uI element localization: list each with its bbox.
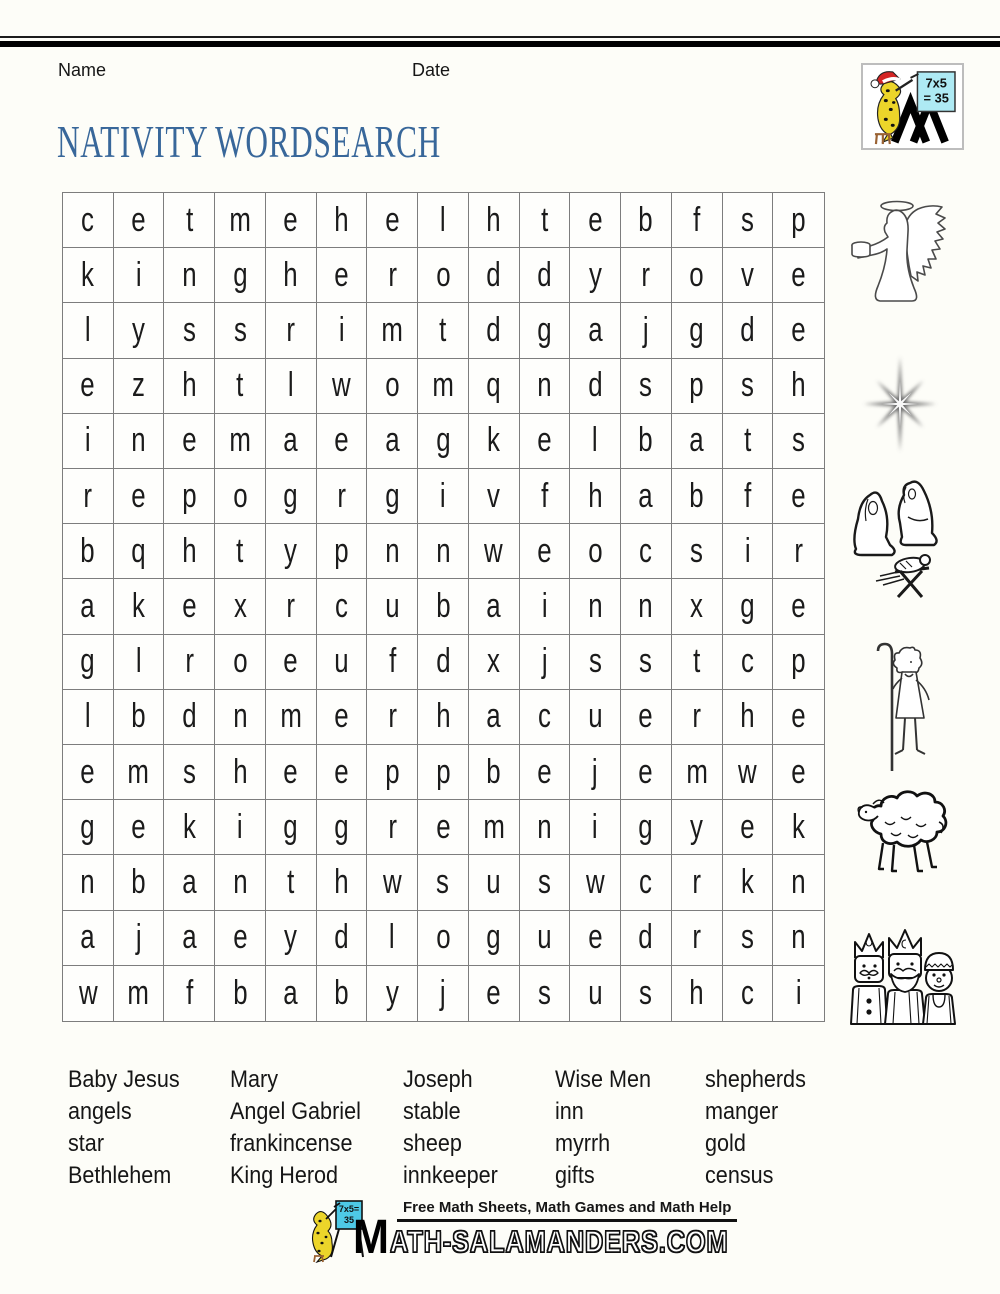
grid-cell: p — [672, 359, 723, 414]
shepherd-icon — [872, 638, 937, 776]
grid-cell: f — [164, 966, 215, 1021]
grid-cell: s — [164, 745, 215, 800]
grid-cell: s — [773, 414, 824, 469]
grid-cell: f — [367, 635, 418, 690]
grid-cell: b — [621, 414, 672, 469]
grid-cell: c — [520, 690, 571, 745]
grid-cell: o — [570, 524, 621, 579]
grid-cell: h — [723, 690, 774, 745]
grid-cell: e — [317, 248, 368, 303]
grid-cell: a — [266, 414, 317, 469]
word-item: manger — [705, 1098, 779, 1125]
grid-cell: i — [114, 248, 165, 303]
grid-cell: p — [317, 524, 368, 579]
grid-cell: r — [367, 248, 418, 303]
grid-cell: r — [672, 855, 723, 910]
grid-cell: e — [114, 800, 165, 855]
grid-cell: i — [317, 303, 368, 358]
grid-cell: a — [63, 579, 114, 634]
grid-cell: e — [317, 745, 368, 800]
grid-cell: f — [520, 469, 571, 524]
grid-cell: c — [317, 579, 368, 634]
grid-cell: s — [215, 303, 266, 358]
grid-cell: w — [367, 855, 418, 910]
word-item: King Herod — [230, 1162, 339, 1189]
grid-cell: d — [570, 359, 621, 414]
grid-cell: g — [418, 414, 469, 469]
site-logo — [861, 63, 964, 150]
grid-cell: t — [723, 414, 774, 469]
grid-cell: g — [723, 579, 774, 634]
grid-cell: i — [215, 800, 266, 855]
wordsearch-grid — [62, 192, 825, 1022]
grid-cell: l — [570, 414, 621, 469]
grid-cell: g — [63, 635, 114, 690]
grid-cell: i — [63, 414, 114, 469]
grid-cell: h — [418, 690, 469, 745]
grid-cell: y — [266, 524, 317, 579]
grid-cell: b — [621, 193, 672, 248]
grid-cell: h — [266, 248, 317, 303]
grid-cell: o — [418, 248, 469, 303]
grid-cell: g — [215, 248, 266, 303]
grid-cell: e — [773, 690, 824, 745]
word-column — [68, 1064, 192, 1192]
grid-cell: e — [773, 303, 824, 358]
grid-cell: h — [469, 193, 520, 248]
site-name-rest: ATH-SALAMANDERS.COM — [389, 1223, 729, 1259]
grid-cell: d — [164, 690, 215, 745]
grid-cell: w — [723, 745, 774, 800]
grid-cell: n — [215, 690, 266, 745]
grid-cell: j — [520, 635, 571, 690]
svg-text:= 35: = 35 — [923, 90, 949, 106]
grid-cell: m — [469, 800, 520, 855]
grid-cell: n — [215, 855, 266, 910]
star-image — [856, 352, 944, 456]
grid-cell: q — [469, 359, 520, 414]
grid-cell: e — [469, 966, 520, 1021]
grid-cell: t — [672, 635, 723, 690]
grid-cell: e — [63, 745, 114, 800]
grid-cell: i — [723, 524, 774, 579]
word-item: inn — [555, 1098, 584, 1125]
word-item: Mary — [230, 1066, 279, 1093]
grid-cell: m — [215, 193, 266, 248]
nativity-scene-icon — [848, 475, 950, 602]
grid-cell: g — [266, 800, 317, 855]
word-item: star — [68, 1130, 105, 1157]
grid-cell: a — [164, 855, 215, 910]
grid-cell: o — [367, 359, 418, 414]
grid-cell: s — [621, 359, 672, 414]
grid-cell: g — [266, 469, 317, 524]
grid-cell: k — [723, 855, 774, 910]
grid-cell: e — [266, 193, 317, 248]
grid-cell: p — [164, 469, 215, 524]
grid-cell: d — [621, 911, 672, 966]
grid-cell: p — [773, 193, 824, 248]
grid-cell: n — [520, 359, 571, 414]
grid-cell: b — [63, 524, 114, 579]
word-column — [555, 1064, 662, 1192]
grid-cell: h — [317, 193, 368, 248]
grid-cell: b — [114, 855, 165, 910]
sheep-icon — [853, 780, 953, 882]
grid-cell: r — [367, 800, 418, 855]
grid-cell: i — [795, 973, 802, 1012]
grid-cell: b — [469, 745, 520, 800]
grid-cell: t — [418, 303, 469, 358]
grid-cell: s — [621, 635, 672, 690]
grid-cell: m — [367, 303, 418, 358]
grid-cell: e — [520, 524, 571, 579]
grid-cell: b — [418, 579, 469, 634]
word-column — [403, 1064, 508, 1192]
word-item: census — [705, 1162, 774, 1189]
grid-cell: h — [164, 524, 215, 579]
wise-men-image — [845, 928, 957, 1025]
grid-cell: s — [723, 193, 774, 248]
grid-cell: i — [570, 800, 621, 855]
grid-cell: t — [215, 524, 266, 579]
grid-cell: l — [367, 911, 418, 966]
grid-cell: o — [215, 469, 266, 524]
grid-cell: h — [317, 855, 368, 910]
grid-cell: l — [63, 690, 114, 745]
grid-cell: w — [63, 966, 114, 1021]
site-name-m: M — [353, 1211, 387, 1264]
grid-cell: a — [164, 911, 215, 966]
grid-cell: w — [469, 524, 520, 579]
svg-text:7x5: 7x5 — [925, 75, 947, 91]
grid-cell: p — [418, 745, 469, 800]
grid-cell: d — [418, 635, 469, 690]
grid-cell: c — [63, 193, 114, 248]
word-item: Bethlehem — [68, 1162, 172, 1189]
grid-cell: q — [114, 524, 165, 579]
grid-cell: a — [621, 469, 672, 524]
grid-cell: n — [570, 579, 621, 634]
grid-cell: p — [773, 635, 824, 690]
grid-cell: n — [621, 579, 672, 634]
grid-cell: v — [469, 469, 520, 524]
grid-cell: i — [520, 579, 571, 634]
grid-cell: b — [215, 966, 266, 1021]
grid-cell: e — [773, 469, 824, 524]
grid-cell: o — [672, 248, 723, 303]
grid-cell: n — [63, 855, 114, 910]
grid-cell: j — [621, 303, 672, 358]
grid-cell: e — [520, 745, 571, 800]
grid-cell: w — [570, 855, 621, 910]
grid-cell: e — [164, 414, 215, 469]
svg-text:7x5=: 7x5= — [338, 1204, 360, 1214]
stool — [875, 134, 891, 144]
grid-cell: d — [317, 911, 368, 966]
grid-cell: e — [215, 911, 266, 966]
grid-cell: b — [317, 966, 368, 1021]
grid-cell: y — [672, 800, 723, 855]
grid-cell: e — [570, 193, 621, 248]
grid-cell: e — [418, 800, 469, 855]
grid-cell: g — [621, 800, 672, 855]
math-board — [917, 72, 955, 112]
grid-cell: e — [773, 579, 824, 634]
grid-cell: m — [215, 414, 266, 469]
grid-cell: n — [114, 414, 165, 469]
grid-cell: u — [317, 635, 368, 690]
grid-cell: n — [367, 524, 418, 579]
grid-cell: r — [63, 469, 114, 524]
date-label: Date — [412, 60, 451, 80]
word-item: angels — [68, 1098, 132, 1125]
svg-text:35: 35 — [343, 1215, 355, 1225]
word-item: Joseph — [403, 1066, 473, 1093]
grid-cell: w — [317, 359, 368, 414]
grid-cell: h — [215, 745, 266, 800]
grid-cell: j — [114, 911, 165, 966]
grid-cell: g — [317, 800, 368, 855]
grid-cell: z — [114, 359, 165, 414]
grid-cell: i — [418, 469, 469, 524]
nativity-image — [848, 475, 950, 602]
grid-cell: t — [266, 855, 317, 910]
grid-cell: u — [367, 579, 418, 634]
footer — [305, 1199, 803, 1268]
grid-cell: t — [164, 193, 215, 248]
grid-cell: c — [723, 635, 774, 690]
top-divider — [0, 36, 1000, 47]
grid-cell: s — [723, 359, 774, 414]
grid-cell: h — [773, 359, 824, 414]
grid-cell: a — [570, 303, 621, 358]
grid-cell: l — [114, 635, 165, 690]
grid-cell: d — [469, 303, 520, 358]
angel-image — [850, 198, 955, 313]
grid-cell: s — [723, 911, 774, 966]
grid-cell: e — [114, 193, 165, 248]
grid-cell: d — [469, 248, 520, 303]
grid-cell: r — [164, 635, 215, 690]
word-item: myrrh — [555, 1130, 611, 1157]
grid-cell: y — [367, 966, 418, 1021]
grid-cell: r — [773, 524, 824, 579]
grid-cell: y — [570, 248, 621, 303]
grid-cell: s — [418, 855, 469, 910]
word-item: Angel Gabriel — [230, 1098, 361, 1125]
grid-cell: e — [773, 248, 824, 303]
grid-cell: p — [367, 745, 418, 800]
grid-cell: j — [570, 745, 621, 800]
angel-icon — [850, 198, 955, 313]
grid-cell: l — [63, 303, 114, 358]
word-item: frankincense — [230, 1130, 353, 1157]
grid-cell: m — [266, 690, 317, 745]
grid-cell: m — [114, 966, 165, 1021]
word-item: gifts — [555, 1162, 595, 1189]
grid-cell: a — [672, 414, 723, 469]
grid-cell: g — [672, 303, 723, 358]
grid-cell: r — [317, 469, 368, 524]
grid-cell: r — [672, 690, 723, 745]
grid-cell: b — [114, 690, 165, 745]
grid-cell: n — [164, 248, 215, 303]
word-column — [230, 1064, 375, 1192]
grid-cell: h — [672, 966, 723, 1021]
grid-cell: v — [723, 248, 774, 303]
grid-cell: h — [164, 359, 215, 414]
grid-cell: e — [621, 745, 672, 800]
site-name — [353, 1211, 803, 1264]
grid-cell: f — [672, 193, 723, 248]
grid-cell: c — [621, 524, 672, 579]
star-of-bethlehem-icon — [856, 352, 944, 456]
grid-cell: s — [570, 635, 621, 690]
grid-cell: e — [317, 414, 368, 469]
word-item: shepherds — [705, 1066, 806, 1093]
name-label: Name — [58, 60, 107, 80]
grid-cell: g — [520, 303, 571, 358]
word-item: sheep — [403, 1130, 462, 1157]
grid-cell: s — [164, 303, 215, 358]
grid-cell: k — [469, 414, 520, 469]
grid-cell: u — [520, 911, 571, 966]
grid-cell: x — [215, 579, 266, 634]
grid-cell: g — [63, 800, 114, 855]
shepherd-image — [872, 638, 937, 776]
grid-cell: x — [469, 635, 520, 690]
grid-cell: o — [418, 911, 469, 966]
grid-cell: n — [520, 800, 571, 855]
grid-cell: k — [773, 800, 824, 855]
word-item: Wise Men — [555, 1066, 652, 1093]
grid-cell: d — [723, 303, 774, 358]
grid-cell: c — [621, 855, 672, 910]
grid-cell: k — [63, 248, 114, 303]
footer-tagline: Free Math Sheets, Math Games and Math Help — [403, 1199, 732, 1216]
grid-cell: m — [418, 359, 469, 414]
grid-cell: s — [621, 966, 672, 1021]
grid-cell: e — [114, 469, 165, 524]
grid-cell: u — [570, 690, 621, 745]
grid-cell: e — [164, 579, 215, 634]
grid-cell: r — [672, 911, 723, 966]
grid-cell: g — [469, 911, 520, 966]
grid-cell: a — [469, 579, 520, 634]
site-logo-graphic — [863, 65, 962, 148]
grid-cell: g — [367, 469, 418, 524]
page-title: NATIVITY WORDSEARCH — [57, 116, 441, 167]
word-item: Baby Jesus — [68, 1066, 180, 1093]
grid-cell: o — [215, 635, 266, 690]
grid-cell: e — [367, 193, 418, 248]
grid-cell: s — [520, 966, 571, 1021]
grid-cell: s — [672, 524, 723, 579]
grid-cell: t — [215, 359, 266, 414]
grid-cell: e — [570, 911, 621, 966]
grid-cell: k — [114, 579, 165, 634]
sheep-image — [853, 780, 953, 882]
grid-cell: d — [520, 248, 571, 303]
grid-cell: b — [672, 469, 723, 524]
grid-cell: x — [672, 579, 723, 634]
grid-cell: a — [469, 690, 520, 745]
grid-cell: a — [266, 966, 317, 1021]
grid-cell: e — [723, 800, 774, 855]
grid-cell: t — [520, 193, 571, 248]
grid-cell: n — [773, 855, 824, 910]
word-column — [705, 1064, 817, 1192]
grid-cell: e — [317, 690, 368, 745]
grid-cell: c — [723, 966, 774, 1021]
grid-cell: r — [367, 690, 418, 745]
grid-cell: e — [773, 745, 824, 800]
word-item: gold — [705, 1130, 746, 1157]
grid-cell: n — [773, 911, 824, 966]
grid-cell: j — [418, 966, 469, 1021]
grid-cell: a — [367, 414, 418, 469]
grid-cell: h — [570, 469, 621, 524]
grid-cell: u — [469, 855, 520, 910]
grid-cell: r — [266, 579, 317, 634]
grid-cell: l — [418, 193, 469, 248]
grid-cell: f — [723, 469, 774, 524]
grid-cell: e — [266, 745, 317, 800]
grid-cell: y — [114, 303, 165, 358]
grid-cell: l — [266, 359, 317, 414]
grid-cell: n — [418, 524, 469, 579]
grid-cell: e — [621, 690, 672, 745]
grid-cell: r — [266, 303, 317, 358]
three-wise-men-icon — [845, 928, 957, 1025]
grid-cell: y — [266, 911, 317, 966]
grid-cell: a — [63, 911, 114, 966]
grid-cell: e — [520, 414, 571, 469]
word-item: stable — [403, 1098, 461, 1125]
grid-cell: r — [621, 248, 672, 303]
grid-cell: m — [672, 745, 723, 800]
grid-cell: k — [164, 800, 215, 855]
grid-cell: e — [63, 359, 114, 414]
grid-cell: m — [114, 745, 165, 800]
grid-cell: s — [520, 855, 571, 910]
grid-cell: e — [266, 635, 317, 690]
grid-cell: u — [570, 966, 621, 1021]
word-item: innkeeper — [403, 1162, 498, 1189]
